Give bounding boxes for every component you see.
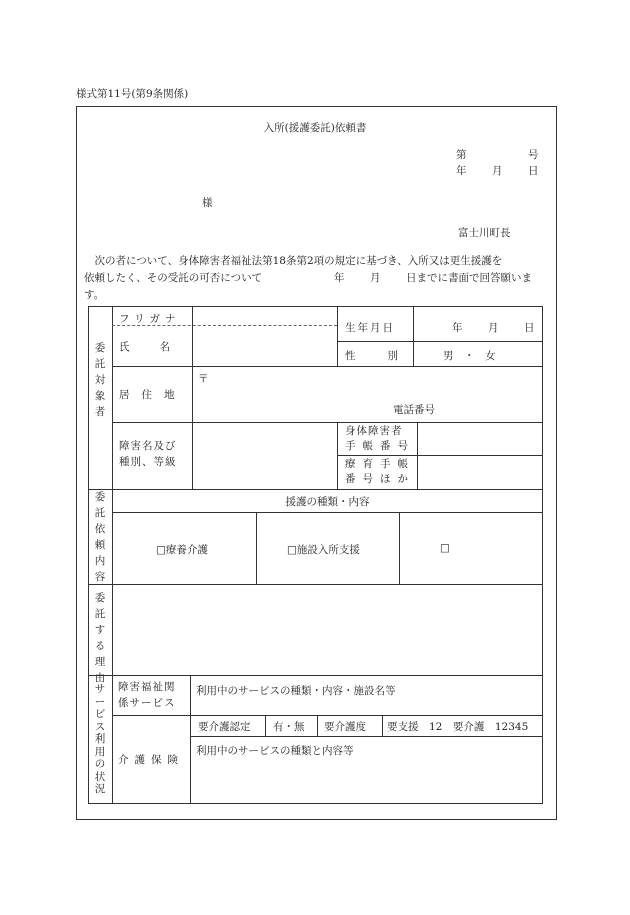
birth-day: 日 xyxy=(524,322,535,334)
row-line xyxy=(190,715,543,716)
postal-mark: 〒 xyxy=(198,373,209,385)
body-line-2-year: 年 xyxy=(334,272,345,284)
section-label-request: 委 託 依 頼 内 容 xyxy=(94,491,106,583)
row-line xyxy=(112,512,543,513)
care-services-value: 利用中のサービスの種類と内容等 xyxy=(196,745,354,757)
issuer: 富士川町長 xyxy=(458,227,511,239)
request-header: 援護の種類・内容 xyxy=(285,496,370,508)
row-line xyxy=(337,341,543,342)
addressee-suffix: 様 xyxy=(202,197,213,209)
row-line xyxy=(190,736,543,737)
body-line-1: 次の者について、身体障害者福祉法第18条第2項の規定に基づき、入所又は更生援護を xyxy=(84,255,503,267)
care-cert-value: 有・無 xyxy=(273,721,305,733)
care-level-label: 要介護度 xyxy=(324,721,366,733)
birth-year: 年 xyxy=(452,322,463,334)
row-line xyxy=(112,422,543,423)
sex-label: 性別 xyxy=(345,350,430,362)
option-ryoyo-kaigo[interactable]: □療養介護 xyxy=(156,544,208,556)
date-day: 日 xyxy=(528,165,539,177)
handbook-label: 身体障害者 手帳番号 xyxy=(345,425,415,452)
row-line xyxy=(112,366,543,367)
address-label: 居住地 xyxy=(119,389,187,401)
care-insurance-label: 介護保険 xyxy=(118,754,184,766)
section-label-services: サ ー ビ ス 利 用 の 状 況 xyxy=(94,683,106,795)
col-line xyxy=(190,675,191,804)
col-line xyxy=(317,715,318,736)
col-line xyxy=(417,422,418,489)
section-divider xyxy=(88,489,543,490)
date-month: 月 xyxy=(492,165,503,177)
col-line xyxy=(399,512,400,584)
form-title: 入所(援護委託)依頼書 xyxy=(263,122,367,134)
ryoiku-label: 療育手帳 番号ほか xyxy=(345,458,415,485)
form-number: 様式第11号(第9条関係) xyxy=(76,88,189,100)
care-cert-label: 要介護認定 xyxy=(198,721,251,733)
section-label-target: 委 託 対 象 者 xyxy=(94,342,106,418)
welfare-services-value: 利用中のサービスの種類・内容・施設名等 xyxy=(196,685,396,697)
col-line xyxy=(382,715,383,736)
row-line xyxy=(337,455,543,456)
birth-month: 月 xyxy=(488,322,499,334)
date-year: 年 xyxy=(456,165,467,177)
body-line-3: す。 xyxy=(84,289,105,301)
col-line xyxy=(337,422,338,489)
sex-options: 男 ・ 女 xyxy=(443,350,496,362)
section-divider xyxy=(88,675,543,676)
col-line xyxy=(256,512,257,584)
row-line xyxy=(112,715,190,716)
col-line xyxy=(265,715,266,736)
furigana-label: フリガナ xyxy=(119,313,181,325)
number-dai: 第 xyxy=(456,149,467,161)
disability-label: 障害名及び 種別、等級 xyxy=(119,440,177,468)
section-divider xyxy=(88,584,543,585)
name-label: 氏名 xyxy=(119,341,200,353)
col-line xyxy=(192,306,193,366)
col-line xyxy=(337,306,338,366)
option-other[interactable]: □ xyxy=(440,542,450,554)
col-line xyxy=(192,422,193,489)
body-line-2a: 依頼したく、その受託の可否について xyxy=(84,272,263,284)
col-line xyxy=(192,366,193,422)
section-label-reason: 委 託 す る 理 由 xyxy=(94,592,106,684)
body-line-2b: 日までに書面で回答願いま xyxy=(406,272,532,284)
number-go: 号 xyxy=(528,149,539,161)
body-line-2-month: 月 xyxy=(370,272,381,284)
phone-label: 電話番号 xyxy=(393,404,435,416)
birthdate-label: 生年月日 xyxy=(345,322,395,334)
label-column-divider xyxy=(112,306,113,804)
welfare-services-label: 障害福祉関 係サービス xyxy=(118,681,176,709)
care-level-value: 要支援 12 要介護 12345 xyxy=(387,721,529,733)
option-shisetsu-nyusho[interactable]: □施設入所支援 xyxy=(287,544,360,556)
